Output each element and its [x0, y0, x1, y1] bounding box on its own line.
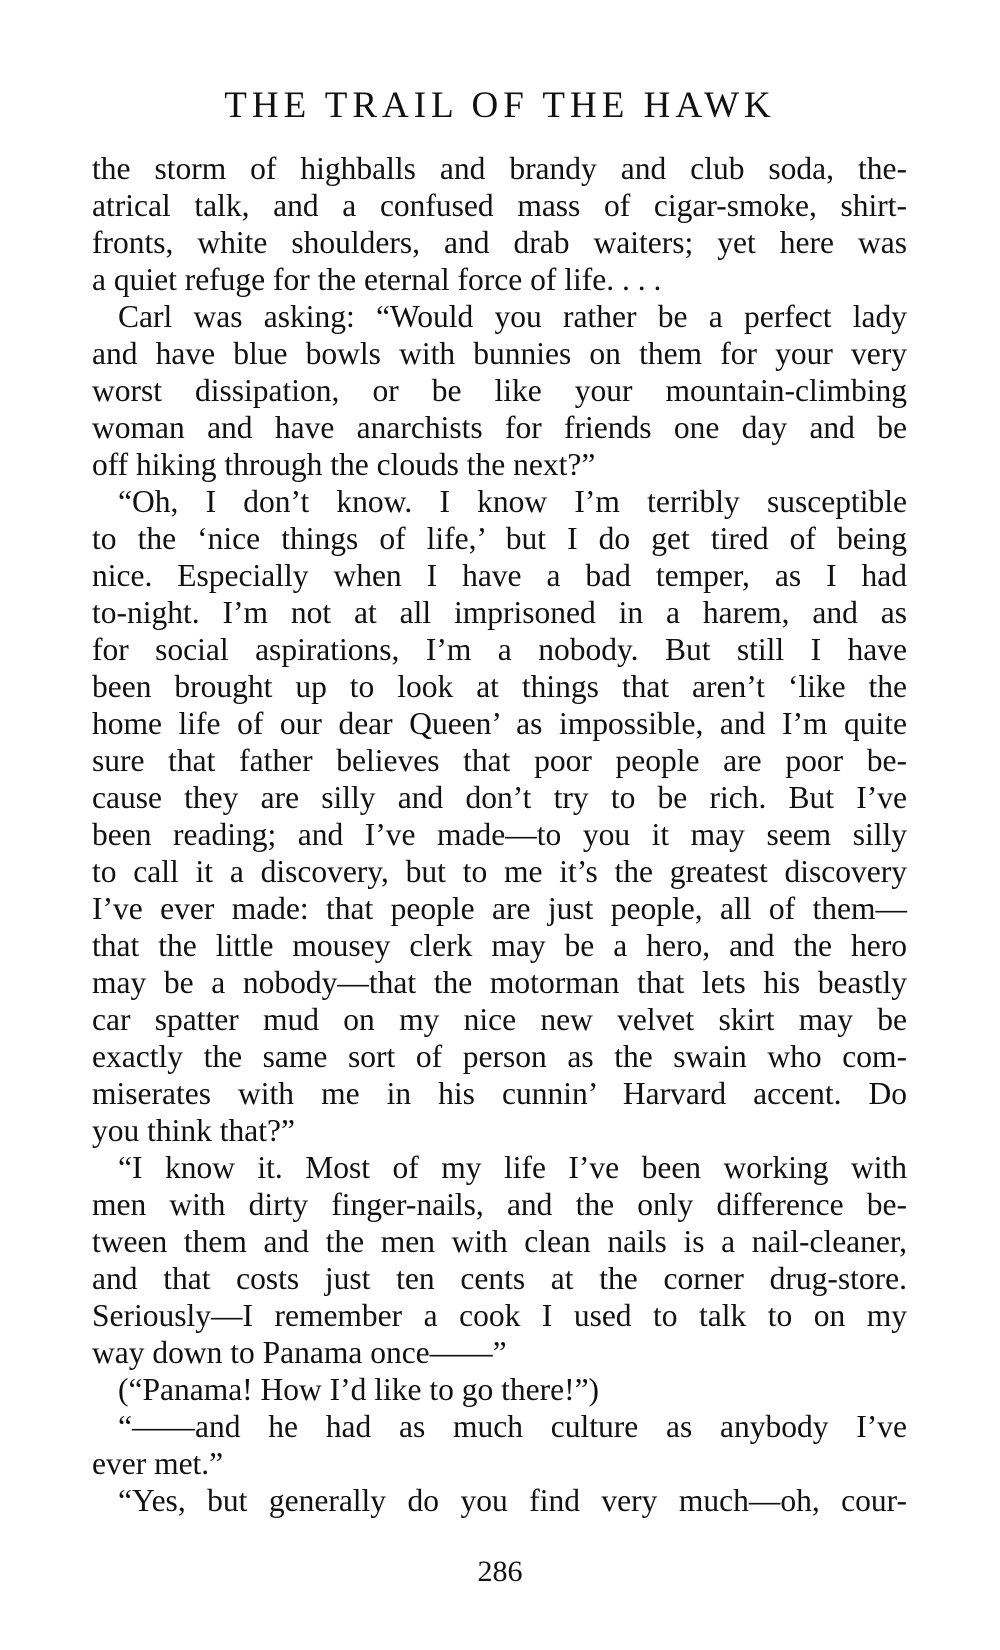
text-line: car spatter mud on my nice new velvet skirt may be	[92, 1002, 907, 1037]
running-head: THE TRAIL OF THE HAWK	[224, 85, 776, 126]
text-line: men with dirty finger-nails, and the only difference be-	[92, 1187, 907, 1222]
text-line: off hiking through the clouds the next?”	[92, 447, 596, 482]
page-number: 286	[477, 1555, 523, 1588]
text-line: atrical talk, and a confused mass of cigar-smoke, shirt-	[92, 188, 907, 223]
text-line: ever met.”	[92, 1446, 224, 1481]
text-line: to the ‘nice things of life,’ but I do get tired of being	[92, 521, 907, 556]
text-line: tween them and the men with clean nails is a nail-cleaner,	[92, 1224, 907, 1259]
text-line: cause they are silly and don’t try to be rich. But I’ve	[92, 780, 907, 815]
text-line: for social aspirations, I’m a nobody. But still I have	[92, 632, 907, 667]
text-line: “Yes, but generally do you find very much—oh, cour-	[118, 1483, 907, 1518]
text-line: “Oh, I don’t know. I know I’m terribly susceptible	[118, 484, 907, 519]
text-line: I’ve ever made: that people are just people, all of them—	[92, 891, 907, 926]
text-line: way down to Panama once——”	[92, 1335, 507, 1370]
text-line: “——and he had as much culture as anybody I’ve	[118, 1409, 907, 1444]
text-line: you think that?”	[92, 1113, 295, 1148]
text-line: nice. Especially when I have a bad temper, as I had	[92, 558, 907, 593]
text-line: Carl was asking: “Would you rather be a perfect lady	[118, 299, 907, 334]
text-line: Seriously—I remember a cook I used to talk to on my	[92, 1298, 907, 1333]
text-line: worst dissipation, or be like your mountain-climbing	[92, 373, 907, 408]
text-line: a quiet refuge for the eternal force of life. . . .	[92, 262, 662, 297]
text-line: to-night. I’m not at all imprisoned in a harem, and as	[92, 595, 907, 630]
text-line: to call it a discovery, but to me it’s the greatest discovery	[92, 854, 907, 889]
text-line: and have blue bowls with bunnies on them for your very	[92, 336, 907, 371]
text-line: home life of our dear Queen’ as impossible, and I’m quite	[92, 706, 907, 741]
text-line: may be a nobody—that the motorman that lets his beastly	[92, 965, 907, 1000]
text-line: and that costs just ten cents at the corner drug-store.	[92, 1261, 907, 1296]
text-line: exactly the same sort of person as the swain who com-	[92, 1039, 907, 1074]
text-line: the storm of highballs and brandy and club soda, the-	[92, 151, 907, 186]
text-line: (“Panama! How I’d like to go there!”)	[118, 1372, 600, 1407]
text-line: been brought up to look at things that aren’t ‘like the	[92, 669, 907, 704]
text-line: woman and have anarchists for friends one day and be	[92, 410, 907, 445]
text-line: fronts, white shoulders, and drab waiters; yet here was	[92, 225, 907, 260]
body-text	[92, 150, 907, 1519]
text-line: been reading; and I’ve made—to you it may seem silly	[92, 817, 907, 852]
text-line: that the little mousey clerk may be a hero, and the hero	[92, 928, 907, 963]
text-line: miserates with me in his cunnin’ Harvard accent. Do	[92, 1076, 907, 1111]
text-line: “I know it. Most of my life I’ve been working with	[118, 1150, 907, 1185]
text-line: sure that father believes that poor people are poor be-	[92, 743, 907, 778]
